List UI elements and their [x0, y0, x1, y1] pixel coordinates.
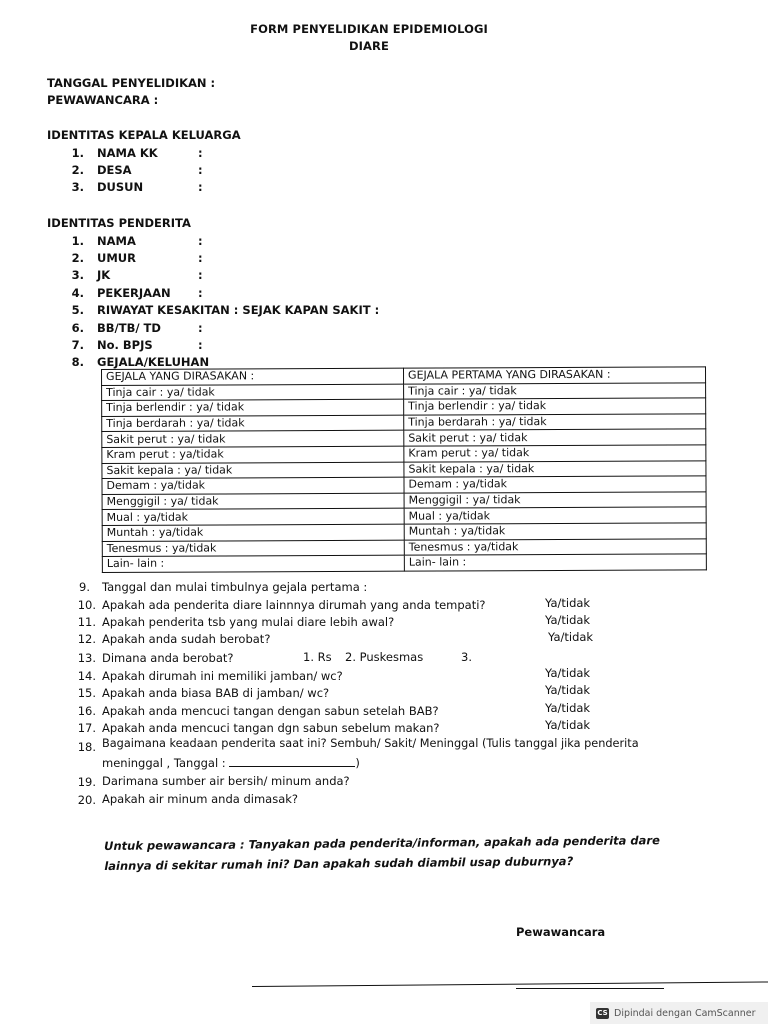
field-colon: : — [198, 251, 203, 265]
field-label-bb-tb-td: BB/TB/ TD — [97, 321, 161, 335]
table-cell: Muntah : ya/tidak — [102, 524, 404, 541]
option-other: 3. — [461, 650, 472, 664]
field-label-riwayat-kesakitan: RIWAYAT KESAKITAN : SEJAK KAPAN SAKIT : — [97, 303, 380, 317]
option-puskesmas: 2. Puskesmas — [345, 650, 424, 664]
answer-option: Ya/tidak — [548, 630, 594, 644]
question-text: Apakah anda sudah berobat? — [102, 632, 271, 646]
table-cell: Sakit kepala : ya/ tidak — [102, 462, 404, 479]
question-text: Dimana anda berobat? — [102, 651, 234, 665]
field-colon: : — [198, 234, 203, 248]
list-number: 2. — [71, 163, 84, 177]
question-number: 17. — [77, 721, 96, 735]
table-cell: Tinja berdarah : ya/ tidak — [404, 414, 706, 431]
question-number: 12. — [77, 632, 96, 646]
table-cell: Lain- lain : — [102, 555, 404, 572]
table-cell: Sakit perut : ya/ tidak — [102, 431, 404, 448]
signature-line — [516, 988, 664, 989]
table-cell: Tinja berlendir : ya/ tidak — [102, 399, 404, 416]
question-text: Apakah anda mencuci tangan dengan sabun setelah BAB? — [102, 704, 439, 718]
table-cell: Tenesmus : ya/tidak — [102, 540, 404, 557]
question-number: 15. — [77, 686, 96, 700]
question-text: Apakah penderita tsb yang mulai diare lebih awal? — [102, 615, 395, 629]
option-rs: 1. Rs — [303, 650, 332, 664]
list-number: 7. — [71, 338, 84, 352]
question-text: Darimana sumber air bersih/ minum anda? — [102, 774, 350, 788]
column-header-gejala-pertama: GEJALA PERTAMA YANG DIRASAKAN : — [403, 367, 705, 384]
q18-prefix-text: meninggal , Tanggal : — [102, 756, 230, 770]
question-text: Apakah dirumah ini memiliki jamban/ wc? — [102, 669, 343, 683]
question-text: Apakah anda biasa BAB di jamban/ wc? — [102, 686, 330, 700]
tanggal-label: TANGGAL PENYELIDIKAN : — [47, 76, 216, 90]
field-colon: : — [198, 321, 203, 335]
question-number: 20. — [77, 793, 96, 807]
question-number: 14. — [77, 669, 96, 683]
note-line-1: Untuk pewawancara : Tanyakan pada penderita/informan, apakah ada penderita dare — [104, 833, 660, 853]
question-number: 19. — [77, 775, 96, 789]
camscanner-watermark — [590, 1002, 768, 1024]
table-cell: Kram perut : ya/tidak — [102, 446, 404, 463]
answer-option: Ya/tidak — [545, 701, 591, 715]
q18-suffix-text: ) — [355, 756, 360, 770]
field-colon: : — [198, 180, 203, 194]
bottom-rule — [252, 981, 768, 987]
camscanner-logo-icon: CS — [597, 1009, 608, 1017]
penderita-heading: IDENTITAS PENDERITA — [47, 216, 191, 230]
q18-date-prefix — [102, 756, 360, 770]
question-text: Tanggal dan mulai timbulnya gejala pertama : — [102, 580, 368, 594]
field-label-jk: JK — [97, 268, 111, 282]
symptoms-table — [101, 366, 707, 572]
field-label-dusun: DUSUN — [97, 180, 144, 194]
question-text: Bagaimana keadaan penderita saat ini? Sembuh/ Sakit/ Meninggal (Tulis tanggal jika penderita — [102, 737, 639, 750]
table-cell: Sakit kepala : ya/ tidak — [404, 460, 706, 477]
interviewer-note — [104, 830, 704, 876]
list-number: 5. — [71, 303, 84, 317]
question-number: 13. — [77, 651, 96, 665]
table-cell: Muntah : ya/tidak — [404, 523, 706, 540]
list-number: 6. — [71, 321, 84, 335]
table-cell: Menggigil : ya/ tidak — [102, 493, 404, 510]
question-text: Apakah air minum anda dimasak? — [102, 792, 299, 806]
pewawancara-label: PEWAWANCARA : — [47, 93, 159, 107]
table-cell: Menggigil : ya/ tidak — [404, 492, 706, 509]
table-row — [102, 554, 706, 572]
field-colon: : — [198, 286, 203, 300]
list-number: 3. — [71, 268, 84, 282]
field-colon: : — [198, 163, 203, 177]
answer-option: Ya/tidak — [545, 683, 591, 697]
date-blank-line — [229, 756, 355, 767]
table-cell: Tinja cair : ya/ tidak — [102, 384, 404, 401]
question-number: 11. — [77, 615, 96, 629]
watermark-text: Dipindai dengan CamScanner — [614, 1007, 756, 1019]
question-number: 16. — [77, 704, 96, 718]
table-cell: Kram perut : ya/ tidak — [404, 445, 706, 462]
question-text: Apakah anda mencuci tangan dgn sabun sebelum makan? — [102, 721, 440, 735]
field-label-umur: UMUR — [97, 251, 136, 265]
kepala-keluarga-heading: IDENTITAS KEPALA KELUARGA — [47, 128, 241, 142]
answer-option: Ya/tidak — [545, 718, 591, 732]
table-cell: Tinja berlendir : ya/ tidak — [404, 398, 706, 415]
list-number: 1. — [71, 234, 84, 248]
table-cell: Lain- lain : — [404, 554, 706, 571]
list-number: 8. — [71, 355, 84, 369]
table-cell: Demam : ya/tidak — [404, 476, 706, 493]
column-header-gejala: GEJALA YANG DIRASAKAN : — [102, 368, 404, 385]
field-label-pekerjaan: PEKERJAAN — [97, 286, 171, 300]
field-label-gejala-keluhan: GEJALA/KELUHAN — [97, 355, 210, 369]
signature-label: Pewawancara — [516, 925, 606, 939]
field-label-nama: NAMA — [97, 234, 136, 248]
list-number: 2. — [71, 251, 84, 265]
question-number: 10. — [77, 598, 96, 612]
table-cell: Mual : ya/tidak — [102, 509, 404, 526]
answer-option: Ya/tidak — [545, 666, 591, 680]
list-number: 3. — [71, 180, 84, 194]
field-label-no-bpjs: No. BPJS — [97, 338, 153, 352]
table-cell: Sakit perut : ya/ tidak — [404, 429, 706, 446]
question-text: Apakah ada penderita diare lainnnya dirumah yang anda tempati? — [102, 598, 486, 612]
list-number: 1. — [71, 146, 84, 160]
table-cell: Demam : ya/tidak — [102, 477, 404, 494]
field-colon: : — [198, 268, 203, 282]
note-line-2: lainnya di sekitar rumah ini? Dan apakah sudah diambil usap duburnya? — [104, 854, 574, 873]
field-colon: : — [198, 338, 203, 352]
question-number: 9. — [79, 580, 90, 594]
form-title: FORM PENYELIDIKAN EPIDEMIOLOGI — [250, 22, 488, 36]
table-cell: Tinja berdarah : ya/ tidak — [102, 415, 404, 432]
answer-option: Ya/tidak — [545, 596, 591, 610]
list-number: 4. — [71, 286, 84, 300]
table-cell: Mual : ya/tidak — [404, 507, 706, 524]
form-subtitle: DIARE — [349, 39, 389, 53]
table-cell: Tinja cair : ya/ tidak — [404, 382, 706, 399]
answer-option: Ya/tidak — [545, 613, 591, 627]
question-number: 18. — [77, 740, 96, 754]
table-cell: Tenesmus : ya/tidak — [404, 538, 706, 555]
field-colon: : — [198, 146, 203, 160]
field-label-nama-kk: NAMA KK — [97, 146, 158, 160]
field-label-desa: DESA — [97, 163, 132, 177]
